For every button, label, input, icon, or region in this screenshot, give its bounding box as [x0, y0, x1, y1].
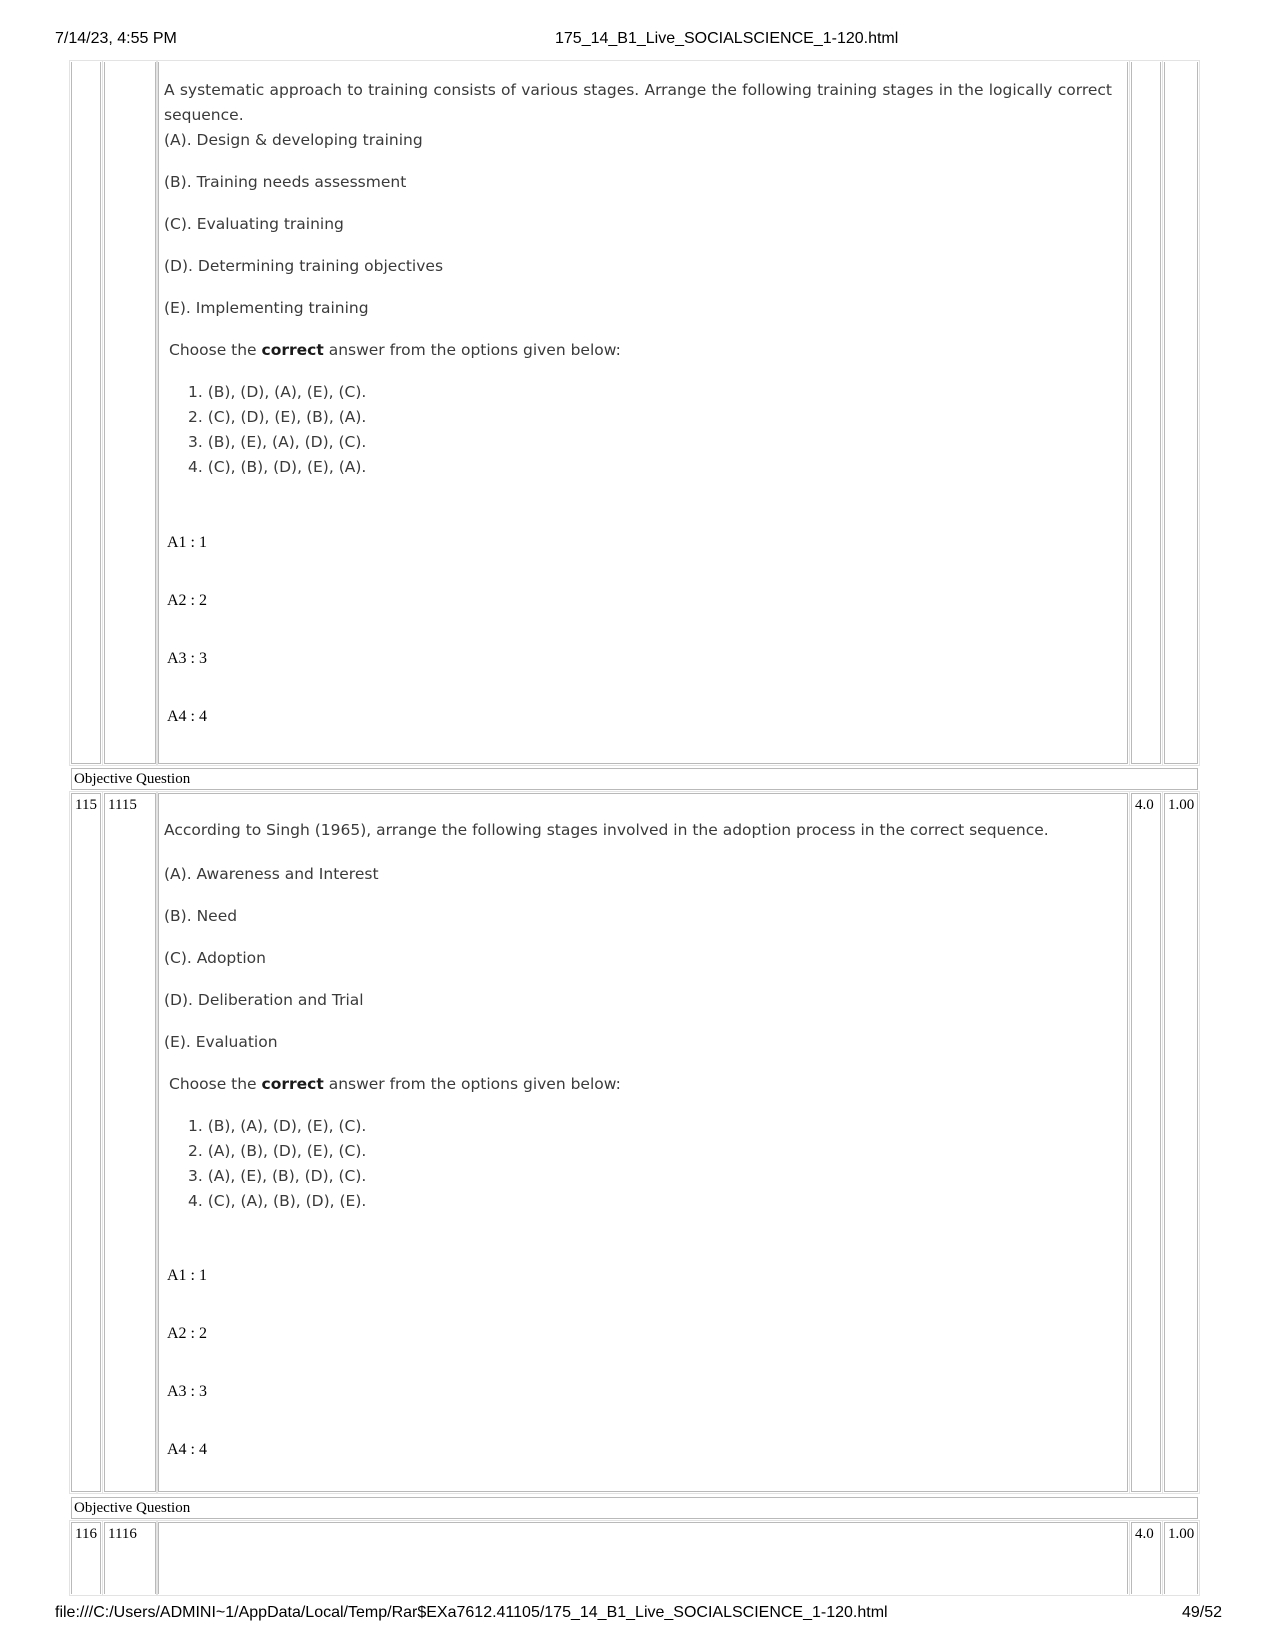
print-datetime: 7/14/23, 4:55 PM — [55, 30, 177, 47]
q114-question-stem: A systematic approach to training consists of various stages. Arrange the following training stages in the logically correct sequence. — [164, 81, 1112, 124]
q116-sno-cell — [71, 1522, 101, 1594]
q116-marks: 4.0 — [1135, 1526, 1154, 1542]
q114-choose-instruction: Choose the correct answer from the options given below: — [169, 341, 621, 359]
q116-qid: 1116 — [108, 1526, 137, 1542]
question-type-label: Objective Question — [71, 1497, 1198, 1519]
q115-option-4: 4. (C), (A), (B), (D), (E). — [188, 1192, 367, 1210]
q115-answer-1: A1 : 1 — [167, 1267, 207, 1284]
q114-option-3: 3. (B), (E), (A), (D), (C). — [188, 433, 367, 451]
q115-qid-cell — [104, 793, 156, 1492]
q115-option-3: 3. (A), (E), (B), (D), (C). — [188, 1167, 367, 1185]
q115-answer-3: A3 : 3 — [167, 1383, 207, 1400]
q116-negative-cell — [1164, 1522, 1198, 1594]
q115-statement-c: (C). Adoption — [164, 949, 266, 967]
q114-statement-e: (E). Implementing training — [164, 299, 369, 317]
q114-option-list — [188, 380, 366, 480]
q114-statement-c: (C). Evaluating training — [164, 215, 344, 233]
q114-negative-cell — [1164, 62, 1198, 764]
page-number: 49/52 — [1182, 1604, 1223, 1621]
q115-marks: 4.0 — [1135, 797, 1154, 813]
q114-option-2: 2. (C), (D), (E), (B), (A). — [188, 408, 367, 426]
print-file-path: file:///C:/Users/ADMINI~1/AppData/Local/Temp/Rar$EXa7612.41105/175_14_B1_Live_SOCIALSCIENCE_1-120.html — [55, 1604, 888, 1621]
q114-statement-b: (B). Training needs assessment — [164, 173, 407, 191]
q114-qid-cell — [104, 62, 156, 764]
q115-sno: 115 — [75, 797, 97, 813]
q115-statement-e: (E). Evaluation — [164, 1033, 278, 1051]
q115-statement-a: (A). Awareness and Interest — [164, 865, 379, 883]
q114-option-1: 1. (B), (D), (A), (E), (C). — [188, 383, 367, 401]
q115-marks-cell — [1131, 793, 1161, 1492]
q115-statement-b: (B). Need — [164, 907, 238, 925]
q115-option-list — [188, 1114, 366, 1214]
q116-sno: 116 — [75, 1526, 97, 1542]
q114-answer-4: A4 : 4 — [167, 708, 207, 725]
q114-answer-3: A3 : 3 — [167, 650, 207, 667]
q114-sno-cell — [71, 62, 101, 764]
q115-choose-instruction: Choose the correct answer from the options given below: — [169, 1075, 621, 1093]
q115-negative-cell — [1164, 793, 1198, 1492]
print-filename: 175_14_B1_Live_SOCIALSCIENCE_1-120.html — [555, 30, 899, 47]
q115-sno-cell — [71, 793, 101, 1492]
q115-qid: 1115 — [108, 797, 137, 813]
q116-negative-marks: 1.00 — [1168, 1526, 1195, 1542]
q114-answer-2: A2 : 2 — [167, 592, 207, 609]
q115-answer-4: A4 : 4 — [167, 1441, 207, 1458]
q116-body-cell — [158, 1522, 1128, 1594]
q115-question-stem: According to Singh (1965), arrange the following stages involved in the adoption process in the correct sequence. — [164, 821, 1049, 839]
q116-qid-cell — [104, 1522, 156, 1594]
q114-statement-a: (A). Design & developing training — [164, 131, 423, 149]
q115-option-1: 1. (B), (A), (D), (E), (C). — [188, 1117, 367, 1135]
q114-option-4: 4. (C), (B), (D), (E), (A). — [188, 458, 367, 476]
q114-statement-d: (D). Determining training objectives — [164, 257, 444, 275]
question-type-label: Objective Question — [71, 768, 1198, 790]
q115-negative-marks: 1.00 — [1168, 797, 1195, 813]
q115-option-2: 2. (A), (B), (D), (E), (C). — [188, 1142, 367, 1160]
q115-statement-d: (D). Deliberation and Trial — [164, 991, 364, 1009]
q114-marks-cell — [1131, 62, 1161, 764]
q116-marks-cell — [1131, 1522, 1161, 1594]
q115-answer-2: A2 : 2 — [167, 1325, 207, 1342]
q114-answer-1: A1 : 1 — [167, 534, 207, 551]
